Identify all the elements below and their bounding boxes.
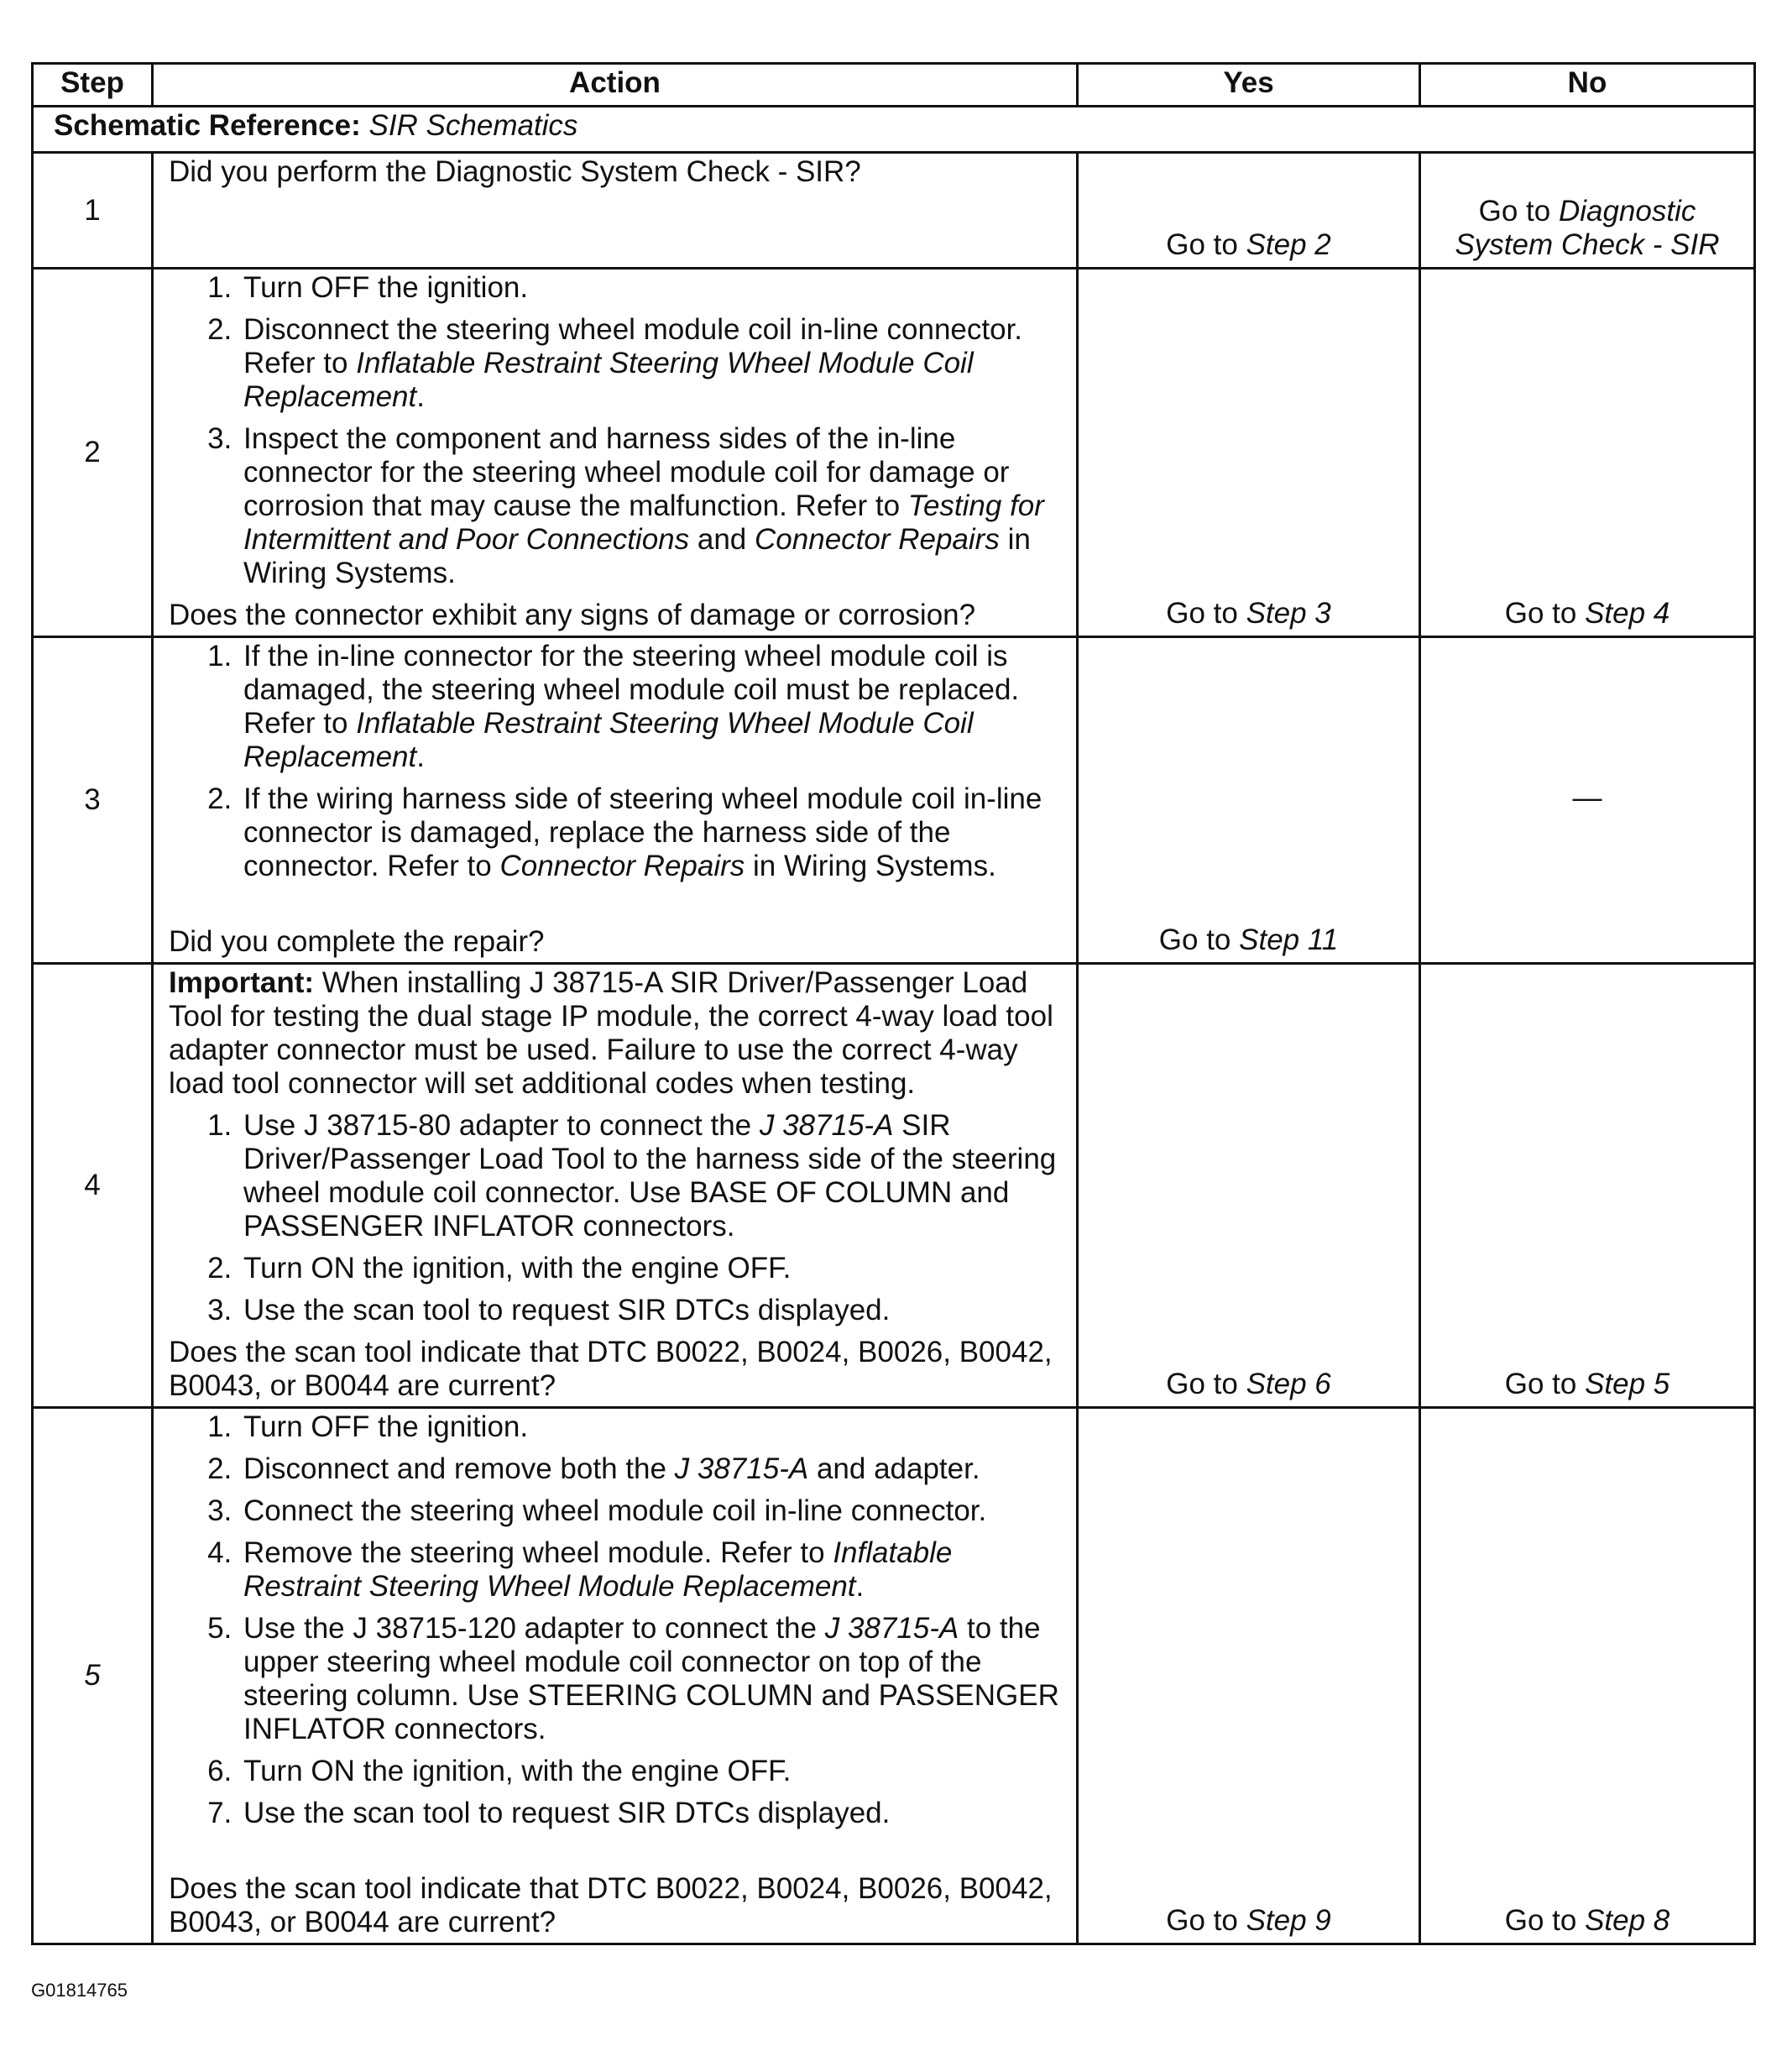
yes-target-link[interactable]: Step 11 (1239, 924, 1339, 956)
no-target-link[interactable]: Step 8 (1585, 1904, 1670, 1937)
diagnostic-table (31, 62, 1756, 1945)
dash-mark: — (1572, 782, 1602, 814)
list-item: 1. Use J 38715-80 adapter to connect the J 38715-A SIR Driver/Passenger Load Tool to the harness side of the steering wheel module coil connector. Use BASE OF COLUMN and PASSENGER INFLATOR connectors. (240, 1109, 1066, 1243)
list-item: 7. Use the scan tool to request SIR DTCs displayed. (240, 1797, 1066, 1830)
reference-link[interactable]: Inflatable Restraint Steering Wheel Module Replacement (243, 1536, 953, 1603)
action-cell (153, 1408, 1078, 1944)
no-target-link[interactable]: Diagnostic System Check - SIR (1455, 195, 1720, 261)
schematic-reference-row (33, 107, 1755, 153)
step-question: Does the scan tool indicate that DTC B0022, B0024, B0026, B0042, B0043, or B0044 are current? (169, 1336, 1053, 1402)
yes-prefix: Go to (1166, 597, 1238, 630)
no-cell (1420, 637, 1755, 964)
step-number: 5 (33, 1408, 153, 1944)
list-item: 1. If the in-line connector for the steering wheel module coil is damaged, the steering wheel module coil must be replaced. Refer to Inflatable Restraint Steering Wheel Module Coil Replacement. (240, 640, 1066, 774)
yes-prefix: Go to (1158, 924, 1231, 956)
important-text: When installing J 38715-A SIR Driver/Passenger Load Tool for testing the dual stage IP module, the correct 4-way load tool adapter connector must be used. Failure to use the correct 4-way load tool connector will set additional codes when testing. (169, 966, 1053, 1100)
step-question: Does the scan tool indicate that DTC B0022, B0024, B0026, B0042, B0043, or B0044 are current? (169, 1872, 1053, 1939)
no-cell[interactable] (1420, 1408, 1755, 1944)
important-note (169, 966, 1066, 1101)
reference-link[interactable]: J 38715-A (674, 1452, 809, 1485)
yes-target-link[interactable]: Step 2 (1246, 228, 1331, 261)
no-cell[interactable] (1420, 964, 1755, 1408)
list-item: 2. If the wiring harness side of steering wheel module coil in-line connector is damaged, replace the harness side of the connector. Refer to Connector Repairs in Wiring Systems. (240, 782, 1066, 883)
step-number: 3 (33, 637, 153, 964)
step-number: 2 (33, 269, 153, 637)
figure-code: G01814765 (31, 1980, 128, 2001)
schematic-reference-link[interactable]: SIR Schematics (368, 109, 578, 142)
action-cell (153, 637, 1078, 964)
list-item: 1. Turn OFF the ignition. (240, 271, 1066, 305)
reference-link[interactable]: Inflatable Restraint Steering Wheel Module Coil Replacement (243, 707, 974, 773)
step-question: Did you complete the repair? (169, 925, 545, 958)
action-list (169, 640, 1066, 883)
no-prefix: Go to (1504, 1368, 1577, 1400)
table-row-step-2 (33, 269, 1755, 637)
reference-link[interactable]: J 38715-A (824, 1612, 959, 1645)
list-item: 2. Turn ON the ignition, with the engine OFF. (240, 1252, 1066, 1285)
header-row (33, 64, 1755, 107)
step-number: 1 (33, 153, 153, 269)
no-prefix: Go to (1478, 195, 1551, 228)
yes-cell[interactable] (1078, 964, 1420, 1408)
table-row-step-1 (33, 153, 1755, 269)
reference-link[interactable]: J 38715-A (759, 1109, 894, 1142)
list-item: 6. Turn ON the ignition, with the engine OFF. (240, 1755, 1066, 1788)
action-cell (153, 153, 1078, 269)
yes-target-link[interactable]: Step 9 (1246, 1904, 1331, 1937)
list-item: 4. Remove the steering wheel module. Refer to Inflatable Restraint Steering Wheel Module Replacement. (240, 1536, 1066, 1604)
list-item: 5. Use the J 38715-120 adapter to connect the J 38715-A to the upper steering wheel module coil connector on top of the steering column. Use STEERING COLUMN and PASSENGER INFLATOR connectors. (240, 1612, 1066, 1746)
reference-link[interactable]: Testing for Intermittent and Poor Connections (243, 489, 1044, 556)
action-cell (153, 269, 1078, 637)
no-cell[interactable] (1420, 269, 1755, 637)
list-item: 1. Turn OFF the ignition. (240, 1410, 1066, 1444)
yes-prefix: Go to (1166, 228, 1238, 261)
yes-cell[interactable] (1078, 153, 1420, 269)
step-question: Does the connector exhibit any signs of damage or corrosion? (169, 599, 976, 631)
no-target-link[interactable]: Step 5 (1585, 1368, 1670, 1400)
list-item: 3. Connect the steering wheel module coil in-line connector. (240, 1494, 1066, 1528)
table-row-step-3 (33, 637, 1755, 964)
reference-link[interactable]: Connector Repairs (499, 850, 745, 882)
yes-prefix: Go to (1166, 1904, 1238, 1937)
header-action: Action (153, 64, 1078, 107)
header-yes: Yes (1078, 64, 1420, 107)
list-item: 3. Use the scan tool to request SIR DTCs displayed. (240, 1294, 1066, 1327)
action-list (169, 1109, 1066, 1327)
schematic-reference-label: Schematic Reference: (54, 109, 361, 142)
list-item: 3. Inspect the component and harness sides of the in-line connector for the steering wheel module coil for damage or corrosion that may cause the malfunction. Refer to Testing for Intermittent and Poor Connections and Connector Repairs in Wiring Systems. (240, 422, 1066, 590)
header-step: Step (33, 64, 153, 107)
yes-cell[interactable] (1078, 1408, 1420, 1944)
reference-link[interactable]: Connector Repairs (755, 523, 1000, 556)
action-cell (153, 964, 1078, 1408)
yes-cell[interactable] (1078, 637, 1420, 964)
no-prefix: Go to (1504, 597, 1577, 630)
list-item: 2. Disconnect the steering wheel module coil in-line connector. Refer to Inflatable Restraint Steering Wheel Module Coil Replacement. (240, 313, 1066, 414)
step-question: Did you perform the Diagnostic System Check - SIR? (169, 155, 861, 188)
action-list (169, 1410, 1066, 1830)
yes-target-link[interactable]: Step 6 (1246, 1368, 1331, 1400)
no-target-link[interactable]: Step 4 (1585, 597, 1670, 630)
table-row-step-5 (33, 1408, 1755, 1944)
no-cell[interactable] (1420, 153, 1755, 269)
reference-link[interactable]: Inflatable Restraint Steering Wheel Module Coil Replacement (243, 347, 974, 413)
schematic-reference (33, 107, 1755, 153)
yes-prefix: Go to (1166, 1368, 1238, 1400)
no-prefix: Go to (1504, 1904, 1577, 1937)
table-row-step-4 (33, 964, 1755, 1408)
yes-cell[interactable] (1078, 269, 1420, 637)
important-label: Important: (169, 966, 315, 999)
action-list (169, 271, 1066, 590)
list-item: 2. Disconnect and remove both the J 38715-A and adapter. (240, 1452, 1066, 1486)
step-number: 4 (33, 964, 153, 1408)
yes-target-link[interactable]: Step 3 (1246, 597, 1331, 630)
header-no: No (1420, 64, 1755, 107)
